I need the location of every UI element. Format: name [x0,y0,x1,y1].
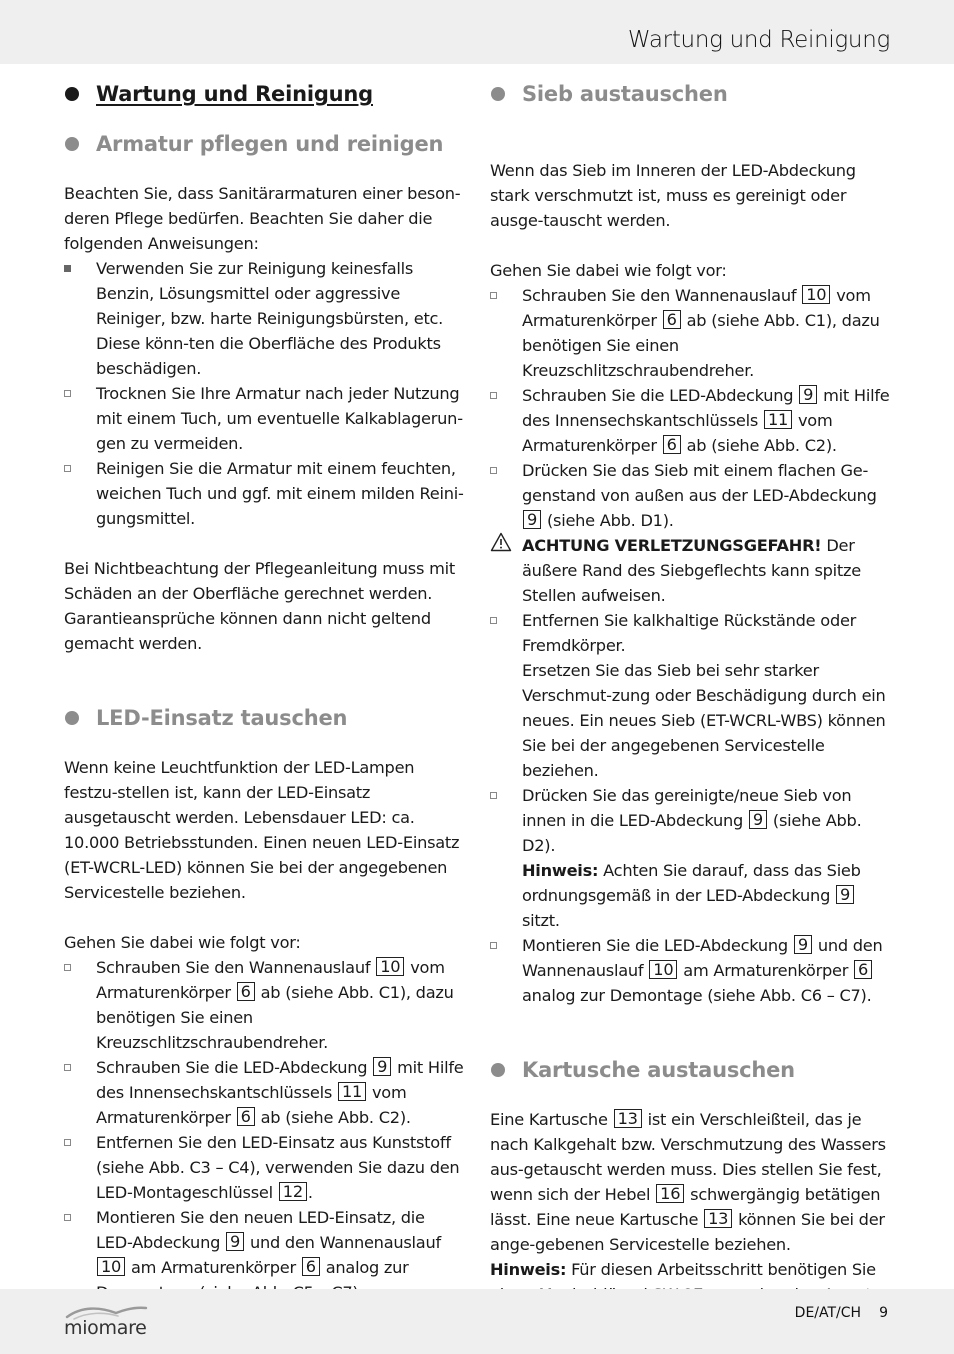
section-heading-kartusche: Kartusche austauschen [490,1056,894,1084]
checkbox-bullet-icon [490,792,497,799]
footer-info [777,1305,888,1321]
armatur-note: Bei Nichtbeachtung der Pflegeanleitung muss mit Schäden an der Oberfläche gerechnet werden. Garantieansprüche können dann nicht geltend gemacht werden. [64,559,455,653]
square-bullet-icon [64,265,71,272]
list-item: Schrauben Sie den Wannenauslauf 10 vom Armaturenkörper 6 ab (siehe Abb. C1), dazu benötigen Sie einen Kreuzschlitzschraubendreher. [490,283,894,383]
sieb-procedure-intro: Gehen Sie dabei wie folgt vor: [490,261,727,280]
part-ref: 13 [704,1209,732,1228]
checkbox-bullet-icon [64,465,71,472]
part-ref: 6 [237,982,255,1001]
bullet-dot-icon [491,87,505,101]
part-ref: 16 [656,1184,684,1203]
part-ref: 6 [663,310,681,329]
led-intro: Wenn keine Leuchtfunktion der LED-Lampen festzu-stellen ist, kann der LED-Einsatz ausgetauscht werden. Lebensdauer LED: ca. 10.000 Betriebsstunden. Einen neuen LED-Einsatz (ET-WCRL-LED) können Sie bei der angegebenen Servicestelle beziehen. [64,758,460,902]
bullet-dot-icon [65,87,79,101]
left-column [64,80,466,1305]
warning-triangle-icon [490,532,512,552]
section-heading-sieb: Sieb austauschen [490,80,894,108]
checkbox-bullet-icon [64,1214,71,1221]
list-item: Entfernen Sie den LED-Einsatz aus Kunststoff (siehe Abb. C3 – C4), verwenden Sie dazu den LED-Montageschlüssel 12 . [64,1130,466,1205]
checkbox-bullet-icon [64,390,71,397]
part-ref: 11 [338,1082,366,1101]
miomare-logo [64,1300,164,1338]
list-item: Drücken Sie das Sieb mit einem flachen Ge-genstand von außen aus der LED-Abdeckung 9 (siehe Abb. D1). [490,458,894,533]
header-bar [0,0,954,64]
section-heading-wartung: Wartung und Reinigung [64,80,466,108]
list-item: Reinigen Sie die Armatur mit einem feuchten, weichen Tuch und ggf. mit einem milden Reini-gungsmittel. [64,456,466,531]
bullet-dot-icon [65,711,79,725]
list-item: Schrauben Sie die LED-Abdeckung 9 mit Hilfe des Innensechskantschlüssels 11 vom Armaturenkörper 6 ab (siehe Abb. C2). [490,383,894,458]
part-ref: 6 [854,960,872,979]
list-item: Entfernen Sie kalkhaltige Rückstände oder Fremdkörper. Ersetzen Sie das Sieb bei sehr starker Verschmut-zung oder Beschädigung durch ein neues. Ein neues Sieb (ET-WCRL-WBS) können Sie bei der angegebenen Servicestelle beziehen. [490,608,894,783]
part-ref: 9 [373,1057,391,1076]
list-item: Montieren Sie den neuen LED-Einsatz, die LED-Abdeckung 9 und den Wannenauslauf 10 am Armaturenkörper 6 analog zur [64,1205,466,1305]
armatur-intro: Beachten Sie, dass Sanitärarmaturen einer beson-deren Pflege bedürfen. Beachten Sie daher die folgenden Anweisungen: [64,184,461,253]
list-item: Drücken Sie das gereinigte/neue Sieb von innen in die LED-Abdeckung 9 (siehe Abb. D2). Hinweis: Achten Sie darauf, dass das Sieb ordnungsgemäß in der LED-Abdeckung 9 sitzt. [490,783,894,933]
part-ref: 6 [663,435,681,454]
region-code: DE/AT/CH [794,1305,862,1321]
part-ref: 9 [794,935,812,954]
kartusche-text: Eine Kartusche 13 ist ein Verschleißteil, das je nach Kalkgehalt bzw. Verschmutzung des Wassers aus-getauscht werden muss. Dies stellen Sie fest, wenn sich der Hebel 16 schwergängig betätigen lässt. Eine neue Kartusche 13 können Sie bei der ange-gebenen Servicestelle beziehen. [490,1109,886,1254]
list-item: Trocknen Sie Ihre Armatur nach jeder Nutzung mit einem Tuch, um eventuelle Kalkablagerun-gen zu vermeiden. [64,381,466,456]
part-ref: 11 [764,410,792,429]
bullet-dot-icon [491,1063,505,1077]
section-heading-led: LED-Einsatz tauschen [64,704,466,732]
page-header-title: Wartung und Reinigung [627,27,890,53]
part-ref: 6 [302,1257,320,1276]
part-ref: 10 [649,960,677,979]
part-ref: 9 [836,885,854,904]
checkbox-bullet-icon [490,392,497,399]
part-ref: 9 [226,1232,244,1251]
warning-item: ACHTUNG VERLETZUNGSGEFAHR! Der äußere Rand des Siebgeflechts kann spitze Stellen aufweisen. [490,533,894,608]
page-number: 9 [879,1305,888,1321]
part-ref: 10 [97,1257,125,1276]
list-item: Verwenden Sie zur Reinigung keinesfalls Benzin, Lösungsmittel oder aggressive Reiniger, bzw. harte Reinigungsbürsten, etc. Diese könn-ten die Oberfläche des Produkts beschädigen. [64,256,466,381]
part-ref: 9 [523,510,541,529]
list-item: Montieren Sie die LED-Abdeckung 9 und den Wannenauslauf 10 am Armaturenkörper 6 analog zur Demontage (siehe Abb. C6 – C7). [490,933,894,1008]
led-procedure-intro: Gehen Sie dabei wie folgt vor: [64,933,301,952]
checkbox-bullet-icon [64,1064,71,1071]
checkbox-bullet-icon [490,292,497,299]
sieb-intro: Wenn das Sieb im Inneren der LED-Abdeckung stark verschmutzt ist, muss es gereinigt oder ausge-tauscht werden. [490,161,856,230]
part-ref: 13 [614,1109,642,1128]
bullet-dot-icon [65,137,79,151]
part-ref: 10 [376,957,404,976]
checkbox-bullet-icon [490,942,497,949]
right-column [490,80,894,1332]
section-heading-armatur: Armatur pflegen und reinigen [64,130,466,158]
part-ref: 9 [749,810,767,829]
checkbox-bullet-icon [490,467,497,474]
list-item: Schrauben Sie die LED-Abdeckung 9 mit Hilfe des Innensechskantschlüssels 11 vom Armaturenkörper 6 ab (siehe Abb. C2). [64,1055,466,1130]
part-ref: 9 [799,385,817,404]
part-ref: 12 [279,1182,307,1201]
checkbox-bullet-icon [64,1139,71,1146]
part-ref: 10 [802,285,830,304]
checkbox-bullet-icon [490,617,497,624]
checkbox-bullet-icon [64,964,71,971]
part-ref: 6 [237,1107,255,1126]
svg-text:miomare: miomare [64,1317,147,1338]
kartusche-hint: Hinweis: Für diesen Arbeitsschritt benötigen Sie [490,1260,876,1279]
list-item: Schrauben Sie den Wannenauslauf 10 vom Armaturenkörper 6 ab (siehe Abb. C1), dazu benötigen Sie einen Kreuzschlitzschraubendreher. [64,955,466,1055]
